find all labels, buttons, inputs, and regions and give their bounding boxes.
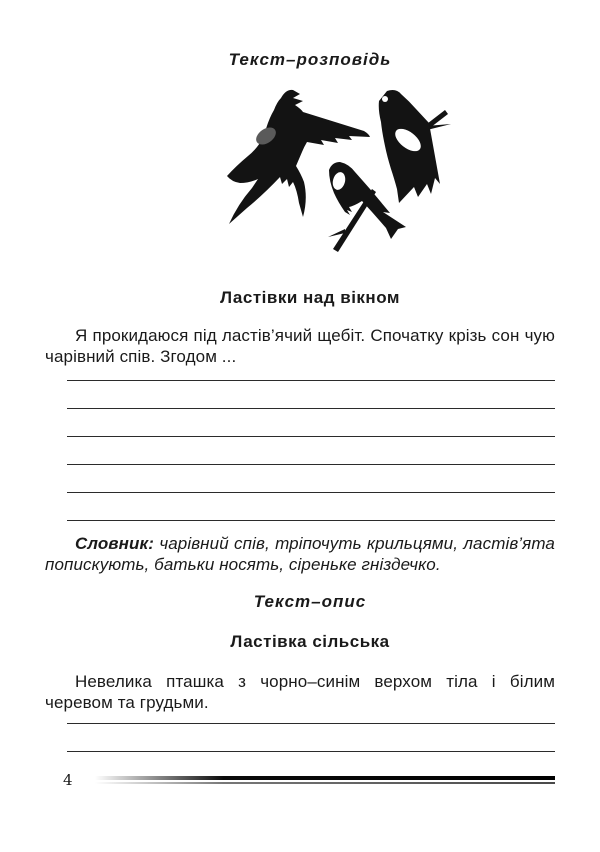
writing-line bbox=[67, 465, 555, 493]
writing-line bbox=[67, 409, 555, 437]
writing-line bbox=[67, 367, 555, 381]
swallows-figure bbox=[0, 84, 600, 266]
writing-line bbox=[67, 381, 555, 409]
writing-line bbox=[67, 437, 555, 465]
text-type-title-narrative: Текст–розповідь bbox=[228, 50, 392, 69]
footer-rule-thin bbox=[95, 782, 555, 784]
description-paragraph: Невелика пташка з чорно–синім верхом тіла і білим черевом та грудьми. bbox=[45, 672, 555, 712]
vocabulary-text: чарівний спів, тріпочуть крильцями, ластів’ята попискують, батьки носять, сіреньке гніздечко. bbox=[45, 534, 555, 574]
writing-line bbox=[67, 713, 555, 724]
footer-decorative-rule bbox=[95, 776, 555, 784]
text-type-title-description: Текст–опис bbox=[253, 592, 367, 611]
writing-line bbox=[67, 724, 555, 752]
writing-lines-block-2 bbox=[67, 713, 555, 752]
vocabulary-note bbox=[45, 533, 555, 575]
vocabulary-label: Словник: bbox=[75, 534, 155, 553]
page-footer bbox=[63, 771, 555, 789]
writing-lines-block-1 bbox=[67, 367, 555, 521]
writing-line bbox=[67, 493, 555, 521]
narrative-paragraph: Я прокидаюся під ластів’ячий щебіт. Спочатку крізь сон чую чарівний спів. Згодом ... bbox=[45, 326, 555, 366]
three-swallows-illustration bbox=[202, 84, 452, 266]
footer-rule-thick bbox=[95, 776, 555, 780]
heading-swallows-above-window: Ластівки над вікном bbox=[220, 288, 400, 307]
page-number: 4 bbox=[63, 771, 73, 789]
heading-barn-swallow: Ластівка сільська bbox=[230, 632, 390, 651]
